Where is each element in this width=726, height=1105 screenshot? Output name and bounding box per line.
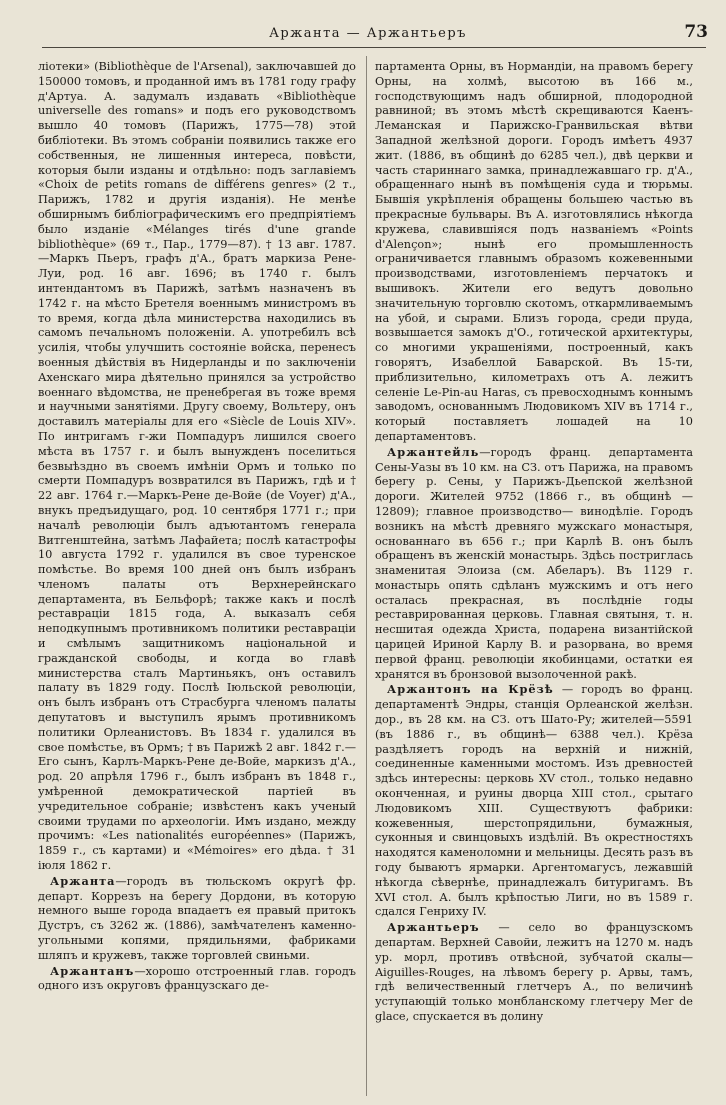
article-entry bbox=[375, 920, 693, 1025]
entry-text: —городъ въ тюльскомъ округѣ фр. департ. Коррезъ на берегу Дордони, въ которую немного выше города впадаетъ ея правый притокъ Дустръ, съ 3262 ж. (1886), замѣчателенъ каменно-угольными копями, прядильнями, фабриками шляпъ и кружевъ, также торговлей свиньми. bbox=[38, 874, 356, 962]
entry-headword: Аржантанъ bbox=[50, 963, 135, 978]
article-entry bbox=[375, 445, 693, 683]
left-column bbox=[38, 60, 356, 1095]
header-rule bbox=[42, 47, 706, 48]
running-head: Аржанта — Аржантьеръ bbox=[269, 26, 467, 41]
entry-text: —хорошо отстроенный глав. городъ одного изъ округовъ французскаго де- bbox=[38, 964, 356, 993]
page-header bbox=[28, 22, 708, 48]
article-continuation: партамента Орны, въ Нормандіи, на правомъ берегу Орны, на холмѣ, высотою въ 166 м., господствующимъ надъ обширной, плодородной равниной; въ этомъ мѣстѣ скрещиваются Каенъ-Леманская и Парижско-Гранвильская вѣтви Западной желѣзной дороги. Городъ имѣетъ 4937 жит. (1886, въ общинѣ до 6285 чел.), двѣ церкви и часть стариннаго замка, принадлежавшаго гр. д'А., обращеннаго нынѣ въ помѣщенія суда и тюрьмы. Бывшія укрѣпленія обращены большею частью въ прекрасные бульвары. Въ А. изготовлялись нѣкогда кружева, славившіяся подъ названіемъ «Points d'Alençon»; нынѣ его промышленность ограничивается главнымъ образомъ кожевенными производствами, изготовленіемъ перчатокъ и вышивокъ. Жители его ведутъ довольно значительную торговлю скотомъ, откармливаемымъ на убой, и сырами. Близъ города, среди пруда, возвышается замокъ д'О., готической архитектуры, со многими украшеніями, построенный, какъ говорятъ, Изабеллой Баварской. Въ 15-ти, приблизительно, километрахъ отъ А. лежитъ селеніе Le-Pin-au Haras, съ превосходнымъ коннымъ заводомъ, основаннымъ Людовикомъ XIV въ 1714 г., который поставляетъ лошадей на 10 департаментовъ. bbox=[375, 60, 693, 443]
article-entry bbox=[375, 682, 693, 920]
entry-text: — село во французскомъ департам. Верхней Савойи, лежитъ на 1270 м. надъ ур. морл, противъ отвѣсной, зубчатой скалы—Aiguilles-Rouges, на лѣвомъ берегу р. Арвы, тамъ, гдѣ величественный глетчеръ А., по величинѣ уступающій только монбланскому глетчеру Mer de glace, спускается въ долину bbox=[375, 921, 693, 1023]
article-continuation: ліотеки» (Bibliothèque de l'Arsenal), заключавшей до 150000 томовъ, и проданной имъ въ 1781 году графу д'Артуа. А. задумалъ издавать «Bibliothèque universelle des romans» и подъ его руководствомъ вышло 40 томовъ (Парижъ, 1775—78) этой библіотеки. Въ этомъ собраніи появились также его собственныя, не лишенныя интереса, повѣсти, которыя были изданы и отдѣльно: подъ заглавіемъ «Choix de petits romans de différens genres» (2 т., Парижъ, 1782 и другія изданія). Не менѣе обширнымъ библіографическимъ его предпріятіемъ было изданіе «Mélanges tirés d'une grande bibliothèque» (69 т., Пар., 1779—87). † 13 авг. 1787.—Маркъ Пьеръ, графъ д'А., братъ маркиза Рене-Луи, род. 16 авг. 1696; въ 1740 г. былъ интендантомъ въ Парижѣ, затѣмъ назначенъ въ 1742 г. на мѣсто Бретеля военнымъ министромъ въ то время, когда дѣла министерства находились въ самомъ печальномъ положеніи. А. употребилъ всѣ усилія, чтобы улучшить состояніе войска, перенесъ военныя дѣйствія въ Нидерланды и по заключеніи Ахенскаго мира дѣятельно принялся за устройство военнаго вѣдомства, не пренебрегая въ тоже время и научными занятіями. Другу своему, Вольтеру, онъ доставилъ матеріалы для его «Siècle de Louis XIV». По интригамъ г-жи Помпадуръ лишился своего мѣста въ 1757 г. и былъ вынужденъ поселиться безвыѣздно въ своемъ имѣніи Ормъ и только по смерти Помпадуръ возвратился въ Парижъ, гдѣ и † 22 авг. 1764 г.—Маркъ-Рене де-Войе (de Voyer) д'А., внукъ предъидущаго, род. 10 сентября 1771 г.; при началѣ революціи былъ адъютантомъ генерала Витгенштейна, затѣмъ Лафайета; послѣ катастрофы 10 августа 1792 г. удалился въ свое туренское помѣстье. Во время 100 дней онъ былъ избранъ членомъ палаты отъ Верхнерейнскаго департамента, въ Бельфорѣ; также какъ и послѣ реставраціи 1815 года, А. выказалъ себя неподкупнымъ противникомъ политики реставраціи и смѣлымъ защитникомъ національной и гражданской свободы, и когда во главѣ министерства сталъ Мартиньякъ, онъ оставилъ палату въ 1829 году. Послѣ Іюльской революціи, онъ былъ избранъ отъ Страсбурга членомъ палаты депутатовъ и выступилъ ярымъ противникомъ политики Орлеанистовъ. Въ 1834 г. удалился въ свое помѣстье, въ Ормъ; † въ Парижѣ 2 авг. 1842 г.—Его сынъ, Карлъ-Маркъ-Рене де-Войе, маркизъ д'А., род. 20 апрѣля 1796 г., былъ избранъ въ 1848 г., умѣренной демократической партіей въ учредительное собраніе; извѣстенъ какъ ученый своими трудами по археологіи. Имъ издано, между прочимъ: «Les nationalités européennes» (Парижъ, 1859 г., съ картами) и «Mémoires» его дѣда. † 31 іюля 1862 г. bbox=[38, 60, 356, 873]
entry-text: —городъ франц. департамента Сены-Уазы въ 10 км. на СЗ. отъ Парижа, на правомъ берегу р. Сены, у Парижъ-Дьепской желѣзной дороги. Жителей 9752 (1866 г., въ общинѣ — 12809); главное производство— винодѣліе. Городъ возникъ на мѣстѣ древняго мужскаго монастыря, основаннаго въ 656 г.; при Карлѣ В. онъ былъ обращенъ въ женскій монастырь. Здѣсь постриглась знаменитая Элоиза (см. Абеларъ). Въ 1129 г. монастырь опять сдѣланъ мужскимъ и отъ него осталась прекрасная, въ послѣдніе годы реставрированная церковь. Главная святыня, т. н. несшитая одежда Христа, подарена византійской царицей Ириной Карлу В. и разорвана, во время первой франц. революціи якобинцами, остатки ея хранятся въ бронзовой вызолоченной ракѣ. bbox=[375, 445, 693, 681]
page-number: 73 bbox=[684, 22, 708, 42]
entry-headword: Аржанта bbox=[50, 873, 116, 888]
entry-headword: Аржантьеръ bbox=[387, 920, 480, 935]
column-separator bbox=[366, 56, 367, 1096]
right-column bbox=[375, 60, 693, 1095]
entry-headword: Аржантейль bbox=[387, 444, 480, 459]
article-entry bbox=[38, 964, 356, 995]
article-entry bbox=[38, 874, 356, 964]
entry-text: — городъ во франц. департаментѣ Эндры, станція Орлеанской желѣзн. дор., въ 28 км. на СЗ. отъ Шато-Ру; жителей—5591 (въ 1886 г., въ общинѣ— 6388 чел.). Крёза раздѣляетъ городъ на верхній и нижній, соединенные каменными мостомъ. Изъ древностей здѣсь интересны: церковь XV стол., только недавно оконченная, и руины дворца XIII стол., срытаго Людовикомъ XIII. Существуютъ фабрики: кожевенныя, шерстопрядильни, бумажныя, суконныя и свинцовыхъ издѣлій. Въ окрестностяхъ находятся каменоломни и мельницы. Десять разъ въ году бываютъ ярмарки. Аргентомагусъ, лежавшій нѣкогда сѣвернѣе, принадлежалъ битуригамъ. Въ XVI стол. А. былъ крѣпостью Лиги, но въ 1589 г. сдался Генриху IV. bbox=[375, 683, 693, 919]
entry-headword: Аржантонъ на Крёзѣ bbox=[387, 682, 554, 697]
